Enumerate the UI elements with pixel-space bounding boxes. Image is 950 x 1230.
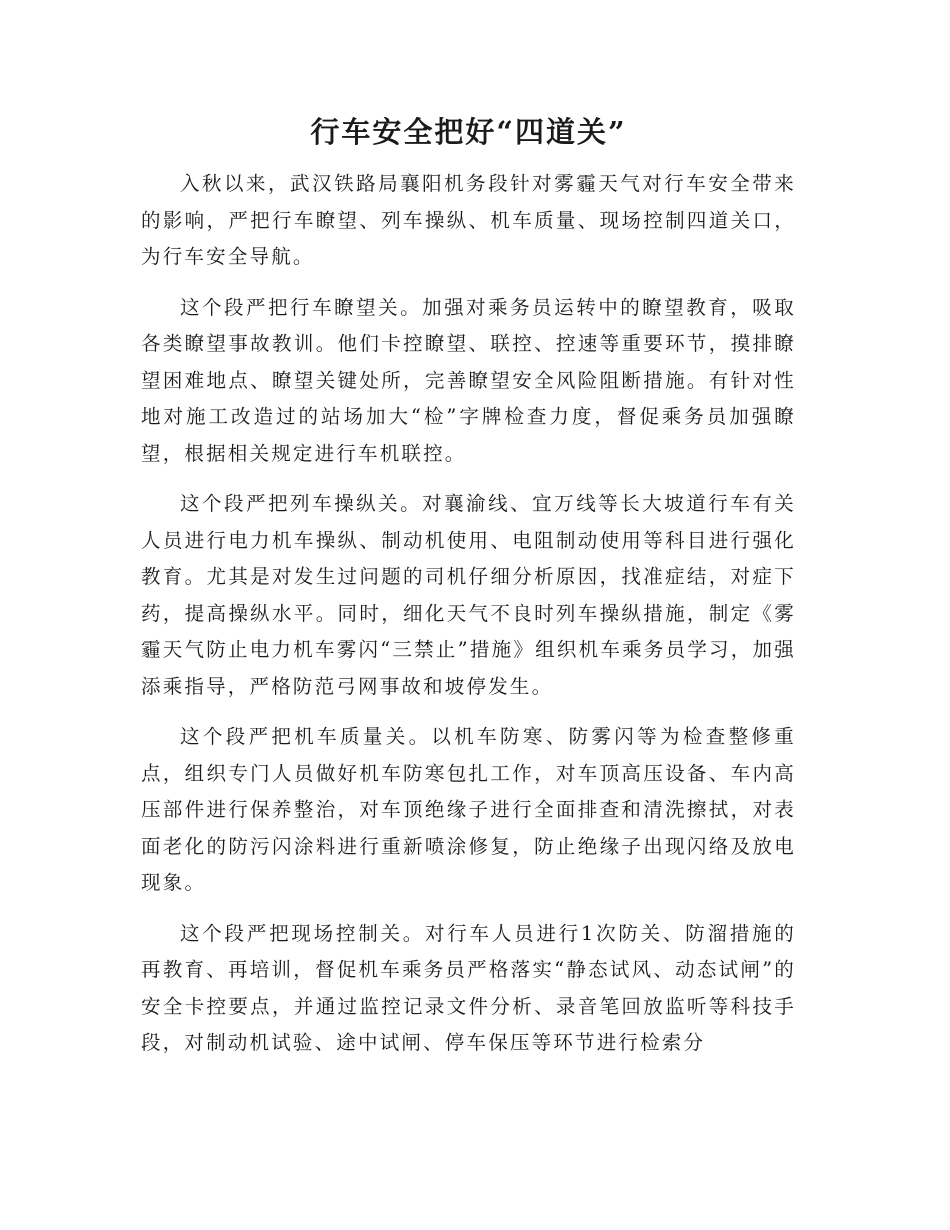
paragraph-site-control: 这个段严把现场控制关。对行车人员进行1次防关、防溜措施的再教育、再培训，督促机车乘务员严格落实“静态试风、动态试闸”的安全卡控要点，并通过监控记录文件分析、录音笔回放监听等科技手段，对制动机试验、途中试闸、停车保压等环节进行检索分 [141,921,796,1054]
paragraph-intro: 入秋以来，武汉铁路局襄阳机务段针对雾霾天气对行车安全带来的影响，严把行车瞭望、列车操纵、机车质量、现场控制四道关口，为行车安全导航。 [141,172,796,268]
document-page [141,112,796,1076]
paragraph-lookout: 这个段严把行车瞭望关。加强对乘务员运转中的瞭望教育，吸取各类瞭望事故教训。他们卡控瞭望、联控、控速等重要环节，摸排瞭望困难地点、瞭望关键处所，完善瞭望安全风险阻断措施。有针对性地对施工改造过的站场加大“检”字牌检查力度，督促乘务员加强瞭望，根据相关规定进行车机联控。 [141,295,796,465]
paragraph-train-operation: 这个段严把列车操纵关。对襄渝线、宜万线等长大坡道行车有关人员进行电力机车操纵、制动机使用、电阻制动使用等科目进行强化教育。尤其是对发生过问题的司机仔细分析原因，找准症结，对症下药，提高操纵水平。同时，细化天气不良时列车操纵措施，制定《雾霾天气防止电力机车雾闪“三禁止”措施》组织机车乘务员学习，加强添乘指导，严格防范弓网事故和坡停发生。 [141,492,796,698]
document-title: 行车安全把好“四道关” [310,115,627,149]
paragraph-locomotive-quality: 这个段严把机车质量关。以机车防寒、防雾闪等为检查整修重点，组织专门人员做好机车防寒包扎工作，对车顶高压设备、车内高压部件进行保养整治，对车顶绝缘子进行全面排查和清洗擦拭，对表面老化的防污闪涂料进行重新喷涂修复，防止绝缘子出现闪络及放电现象。 [141,725,796,894]
